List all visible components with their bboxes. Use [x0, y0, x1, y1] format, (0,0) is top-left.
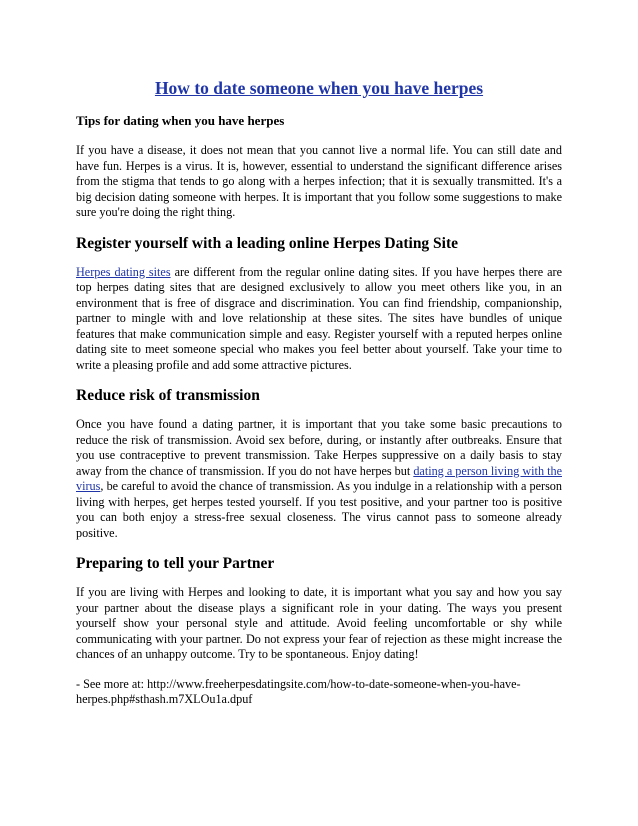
- page-title[interactable]: How to date someone when you have herpes: [154, 78, 484, 98]
- document-page: [76, 78, 562, 722]
- reduce-risk-paragraph: [76, 417, 562, 541]
- tips-heading: Tips for dating when you have herpes: [76, 113, 285, 128]
- reduce-risk-text-before: Once you have found a dating partner, it is important that you take some basic precautions to reduce the risk of transmission. Avoid sex before, during, or instantly after outbreaks. Ensure that you use contraceptive to prevent transmission. Take Herpes suppressive on a daily basis to stay away from the chance of transmission. If you do not have herpes but: [76, 417, 562, 478]
- dating-person-living-link[interactable]: dating a person living with the virus: [76, 463, 562, 493]
- reduce-risk-text-after: , be careful to avoid the chance of transmission. As you indulge in a relationship with a person living with herpes, get herpes tested yourself. If you test positive, and your partner too is positive you can both enjoy a stress-free sexual closeness. The virus cannot pass to someone already positive.: [76, 479, 562, 540]
- herpes-dating-sites-link[interactable]: Herpes dating sites: [76, 264, 171, 279]
- source-footer: - See more at: http://www.freeherpesdatingsite.com/how-to-date-someone-when-you-have-herpes.php#sthash.m7XLOu1a.dpuf: [76, 676, 521, 706]
- preparing-paragraph: If you are living with Herpes and looking to date, it is important what you say and how you say your partner about the disease plays a significant role in your dating. The ways you present yourself show your personal style and attitude. Avoid feeling uncomfortable or shy while communicating with your partner. Do not express your fear of rejection as these might increase the chances of an unhappy outcome. Try to be spontaneous. Enjoy dating!: [76, 585, 562, 661]
- intro-paragraph: If you have a disease, it does not mean that you cannot live a normal life. You can still date and have fun. Herpes is a virus. It is, however, essential to understand the significant difference arises from the stigma that tends to go along with a herpes infection; that it is sexually transmitted. It's a big decision dating someone with herpes. It is important that you follow some suggestions to make sure you're doing the right thing.: [76, 143, 562, 219]
- section-heading-reduce-risk: Reduce risk of transmission: [76, 387, 260, 404]
- register-paragraph: [76, 265, 562, 374]
- section-heading-preparing: Preparing to tell your Partner: [76, 555, 275, 572]
- section-heading-register: Register yourself with a leading online Herpes Dating Site: [76, 234, 459, 252]
- register-paragraph-text: are different from the regular online dating sites. If you have herpes there are top herpes dating sites that are designed exclusively to allow you meet others like you, in an environment that is free of disgrace and discrimination. You can find friendship, companionship, partner to mingle with and love relationship at these sites. The sites have bundles of unique features that make communication simple and easy. Register yourself with a reputed herpes online dating site to meet someone special who makes you feel better about yourself. Take your time to write a pleasing profile and add some attractive pictures.: [76, 264, 562, 372]
